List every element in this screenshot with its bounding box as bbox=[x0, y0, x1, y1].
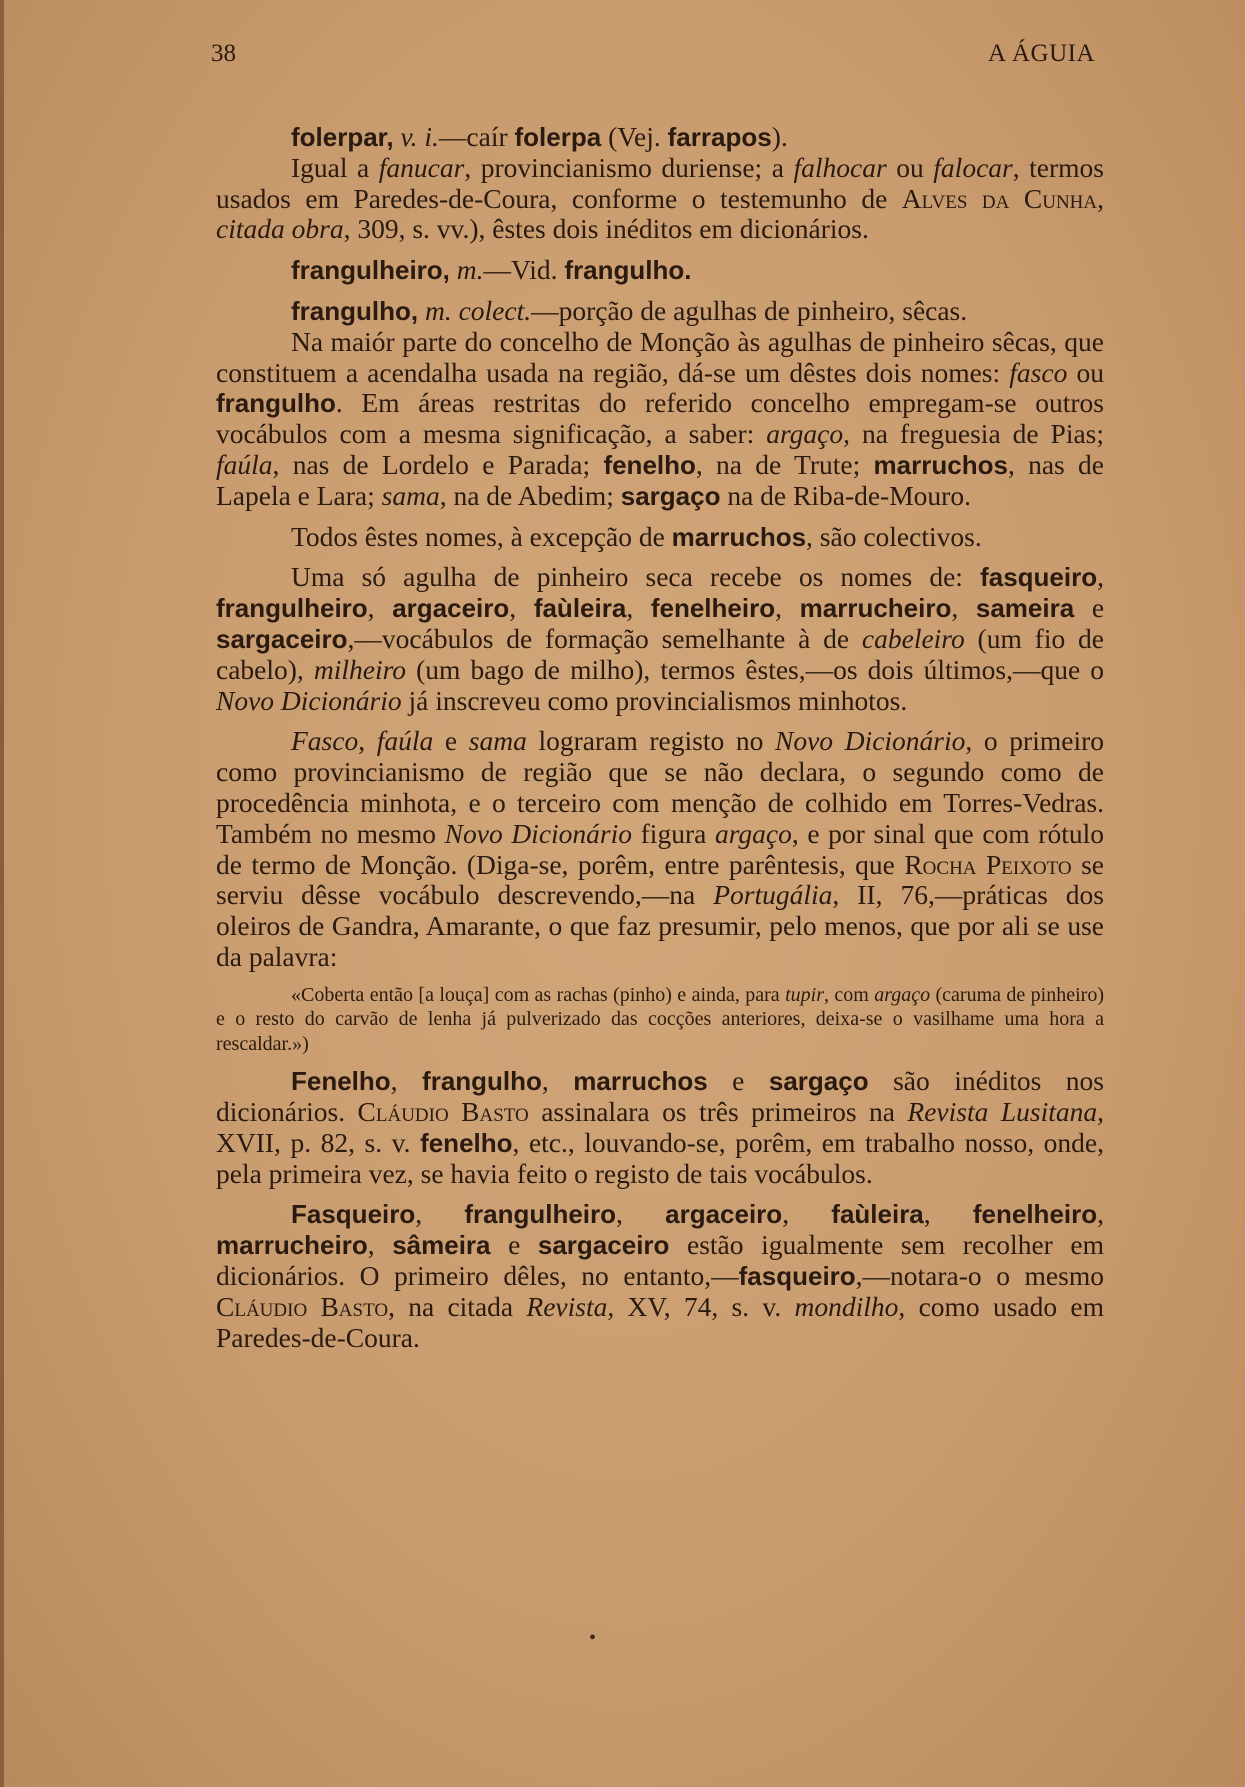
body-paragraph: Uma só agulha de pinheiro seca recebe os nomes de: fasqueiro, frangulheiro, argaceiro, faùleira, fenelheiro, marrucheiro, sameira e sargaceiro,—vocábulos de formação semelhante à de cabeleiro (um fio de cabelo), milheiro (um bago de milho), termos êstes,—os dois últimos,—que o Novo Dicionário já inscreveu como provincialismos minhotos. bbox=[216, 561, 1105, 716]
dictionary-entry: folerpar, v. i.—caír folerpa (Vej. farrapos). bbox=[291, 121, 788, 152]
body-paragraph: Igual a fanucar, provincianismo duriense; a falhocar ou falocar, termos usados em Paredes-de-Coura, conforme o testemunho de Alves da Cunha, citada obra, 309, s. vv.), êstes dois inéditos em dicionários. bbox=[216, 151, 1105, 245]
dictionary-entry: frangulho, m. colect.—porção de agulhas de pinheiro, sêcas. bbox=[291, 294, 968, 326]
page-body bbox=[216, 122, 1104, 1353]
running-title: A ÁGUIA bbox=[988, 40, 1095, 67]
body-paragraph: Fasqueiro, frangulheiro, argaceiro, faùleira, fenelheiro, marrucheiro, sâmeira e sargaceiro estão igualmente sem recolher em dicionários. O primeiro dêles, no entanto,—fasqueiro,—notara-o o mesmo Cláudio Basto, na citada Revista, XV, 74, s. v. mondilho, como usado em Paredes-de-Coura. bbox=[216, 1198, 1104, 1353]
footer-mark: • bbox=[589, 1627, 597, 1649]
block-quote: «Coberta então [a louça] com as rachas (pinho) e ainda, para tupir, com argaço (caruma de pinheiro) e o resto do carvão de lenha já pulverizado das cocções anteriores, deixa-se o vasilhame uma hora a rescaldar.») bbox=[216, 983, 1104, 1055]
body-paragraph: Fasco, faúla e sama lograram registo no Novo Dicionário, o primeiro como provincianismo de região que se não declara, o segundo como de procedência minhota, e o terceiro com menção de colhido em Torres-Vedras. Também no mesmo Novo Dicionário figura argaço, e por sinal que com rótulo de termo de Monção. (Diga-se, porêm, entre parêntesis, que Rocha Peixoto se serviu dêsse vocábulo descrevendo,—na Portugália, II, 76,—práticas dos oleiros de Gandra, Amarante, o que faz presumir, pelo menos, que por ali se use da palavra: bbox=[216, 725, 1104, 972]
body-paragraph: Todos êstes nomes, à excepção de marruchos, são colectivos. bbox=[291, 520, 982, 552]
page-number: 38 bbox=[211, 40, 236, 67]
dictionary-entry: frangulheiro, m.—Vid. frangulho. bbox=[291, 254, 692, 286]
body-paragraph: Na maiór parte do concelho de Monção às agulhas de pinheiro sêcas, que constituem a acendalha usada na região, dá-se um dêstes dois nomes: fasco ou frangulho. Em áreas restritas do referido concelho empregam-se outros vocábulos com a mesma significação, a saber: argaço, na freguesia de Pias; faúla, nas de Lordelo e Parada; fenelho, na de Trute; marruchos, nas de Lapela e Lara; sama, na de Abedim; sargaço na de Riba-de-Mouro. bbox=[216, 325, 1105, 511]
body-paragraph: Fenelho, frangulho, marruchos e sargaço são inéditos nos dicionários. Cláudio Basto assinalara os três primeiros na Revista Lusitana, XVII, p. 82, s. v. fenelho, etc., louvando-se, porêm, em trabalho nosso, onde, pela primeira vez, se havia feito o registo de tais vocábulos. bbox=[216, 1065, 1105, 1189]
